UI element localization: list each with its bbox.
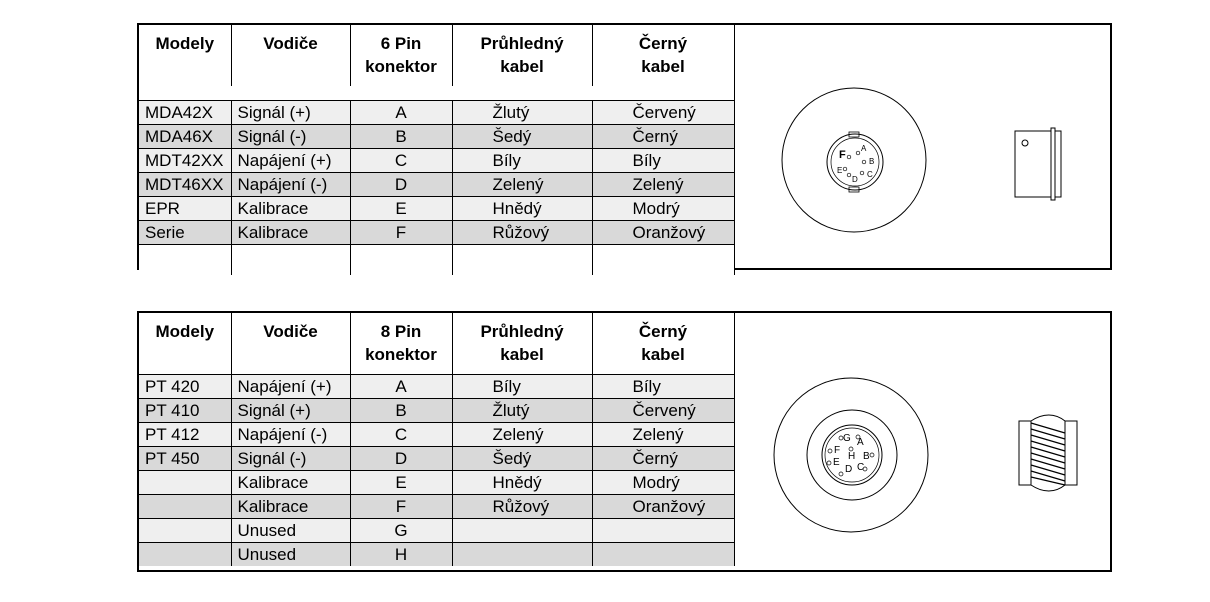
table-row [139, 125, 734, 149]
pin-label: B [869, 157, 875, 166]
table-row [139, 398, 734, 422]
wiring-table-6pin [137, 23, 1112, 270]
header-black-cable: Černý kabel [592, 25, 734, 86]
cell-pin: C [350, 149, 452, 173]
cell-wire: Napájení (-) [231, 422, 350, 446]
cell-pin: H [350, 542, 452, 566]
cell-wire: Signál (+) [231, 101, 350, 125]
header-black-cable: Černý kabel [592, 313, 734, 374]
cell-clear: Růžový [452, 221, 592, 245]
cell-model: EPR [139, 197, 231, 221]
cell-pin: D [350, 173, 452, 197]
cell-clear: Hnědý [452, 470, 592, 494]
cell-clear: Bíly [452, 149, 592, 173]
cell-clear: Zelený [452, 173, 592, 197]
header-modely: Modely [139, 25, 231, 86]
pin-label: A [861, 144, 867, 153]
pin-label: B [863, 451, 870, 462]
cell-empty [350, 245, 452, 276]
cell-model: MDA42X [139, 101, 231, 125]
pin-label: E [837, 166, 843, 175]
table-row [139, 494, 734, 518]
cell-clear: Růžový [452, 494, 592, 518]
pin-label: D [852, 175, 858, 184]
cell-black: Modrý [592, 470, 734, 494]
pin-label: C [857, 462, 865, 473]
header-clear-cable: Průhledný kabel [452, 25, 592, 86]
cell-clear: Bíly [452, 374, 592, 398]
table-row [139, 374, 734, 398]
cell-pin: A [350, 374, 452, 398]
pin-label: F [834, 445, 841, 456]
connector-8pin-side-diagram [1013, 409, 1083, 499]
cell-black: Zelený [592, 173, 734, 197]
pin-label: G [843, 433, 851, 444]
cell-pin: F [350, 494, 452, 518]
cell-empty [592, 245, 734, 276]
cell-black: Červený [592, 398, 734, 422]
cell-wire: Signál (-) [231, 446, 350, 470]
cell-black: Oranžový [592, 221, 734, 245]
table-8pin [139, 313, 735, 566]
header-modely: Modely [139, 313, 231, 374]
cell-wire: Napájení (-) [231, 173, 350, 197]
cell-black: Červený [592, 101, 734, 125]
cell-model: PT 420 [139, 374, 231, 398]
cell-wire: Napájení (+) [231, 149, 350, 173]
cell-black: Černý [592, 446, 734, 470]
cell-model [139, 518, 231, 542]
pin-label: E [833, 457, 840, 468]
pin-label: C [867, 170, 873, 179]
cell-pin: D [350, 446, 452, 470]
cell-wire: Signál (+) [231, 398, 350, 422]
cell-clear: Šedý [452, 446, 592, 470]
cell-empty [231, 245, 350, 276]
cell-pin: B [350, 125, 452, 149]
header-vodice: Vodiče [231, 25, 350, 86]
cell-model: MDT46XX [139, 173, 231, 197]
connector-6pin-front-diagram [779, 85, 929, 235]
cell-model: MDA46X [139, 125, 231, 149]
cell-clear [452, 518, 592, 542]
cell-model: Serie [139, 221, 231, 245]
cell-model: PT 412 [139, 422, 231, 446]
table-row [139, 542, 734, 566]
cell-wire: Kalibrace [231, 197, 350, 221]
cell-wire: Napájení (+) [231, 374, 350, 398]
cell-clear: Žlutý [452, 398, 592, 422]
cell-pin: B [350, 398, 452, 422]
cell-black [592, 518, 734, 542]
header-spacer [139, 86, 734, 101]
cell-model: PT 450 [139, 446, 231, 470]
table-row [139, 422, 734, 446]
cell-model: PT 410 [139, 398, 231, 422]
table-row [139, 446, 734, 470]
table-row [139, 101, 734, 125]
cell-clear: Zelený [452, 422, 592, 446]
cell-empty [452, 245, 592, 276]
cell-black: Zelený [592, 422, 734, 446]
table-row [139, 221, 734, 245]
table-row [139, 245, 734, 276]
cell-empty [139, 245, 231, 276]
pin-label: A [857, 437, 864, 448]
cell-clear: Šedý [452, 125, 592, 149]
table-row [139, 149, 734, 173]
cell-black: Bíly [592, 149, 734, 173]
cell-wire: Signál (-) [231, 125, 350, 149]
cell-pin: A [350, 101, 452, 125]
cell-wire: Kalibrace [231, 221, 350, 245]
table-row [139, 173, 734, 197]
cell-model [139, 494, 231, 518]
cell-clear [452, 542, 592, 566]
cell-pin: G [350, 518, 452, 542]
connector-8pin-front-diagram [771, 375, 931, 535]
pin-label: H [848, 451, 856, 462]
table-row [139, 518, 734, 542]
cell-black [592, 542, 734, 566]
header-vodice: Vodiče [231, 313, 350, 374]
cell-black: Modrý [592, 197, 734, 221]
table-6pin [139, 25, 735, 275]
cell-wire: Kalibrace [231, 494, 350, 518]
pin-label: F [839, 149, 846, 161]
table-row [139, 470, 734, 494]
cell-pin: E [350, 197, 452, 221]
header-clear-cable: Průhledný kabel [452, 313, 592, 374]
header-pin-connector: 8 Pin konektor [350, 313, 452, 374]
cell-model [139, 542, 231, 566]
pin-label: D [845, 464, 853, 475]
cell-black: Oranžový [592, 494, 734, 518]
cell-pin: C [350, 422, 452, 446]
header-pin-connector: 6 Pin konektor [350, 25, 452, 86]
connector-6pin-side-diagram [1007, 125, 1067, 205]
cell-model: MDT42XX [139, 149, 231, 173]
cell-clear: Žlutý [452, 101, 592, 125]
cell-wire: Unused [231, 542, 350, 566]
cell-black: Bíly [592, 374, 734, 398]
table-row [139, 197, 734, 221]
cell-wire: Kalibrace [231, 470, 350, 494]
cell-pin: F [350, 221, 452, 245]
cell-clear: Hnědý [452, 197, 592, 221]
cell-black: Černý [592, 125, 734, 149]
cell-model [139, 470, 231, 494]
wiring-table-8pin [137, 311, 1112, 572]
cell-wire: Unused [231, 518, 350, 542]
cell-pin: E [350, 470, 452, 494]
